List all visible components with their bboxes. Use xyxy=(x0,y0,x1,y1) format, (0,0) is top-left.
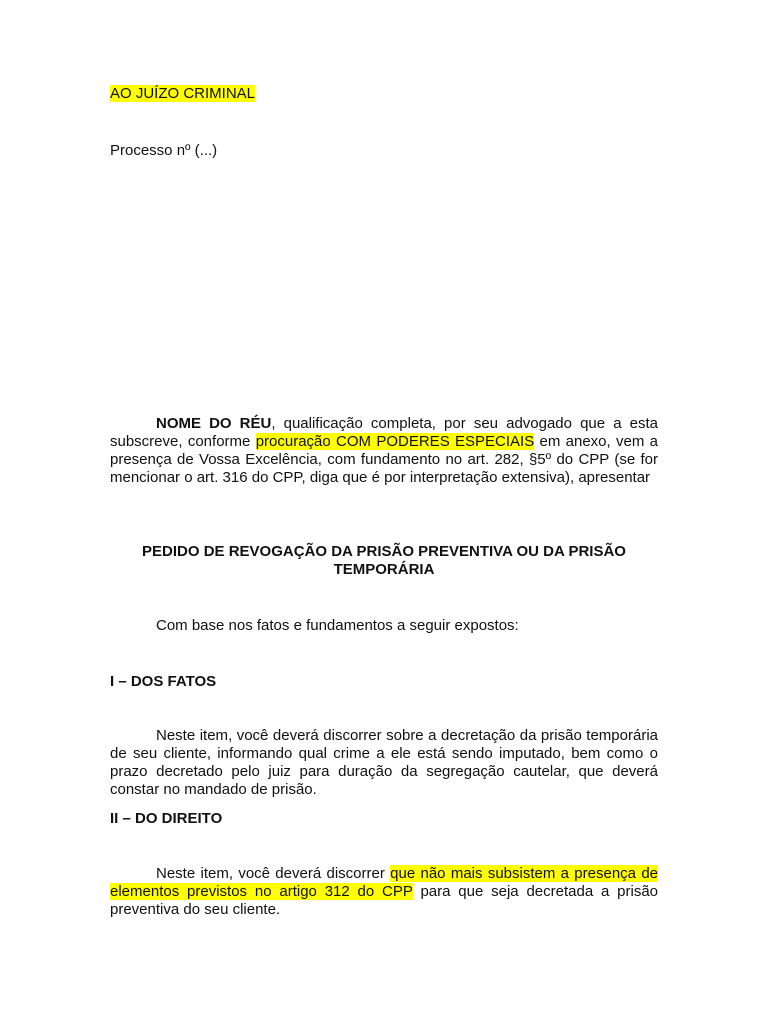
petition-title: PEDIDO DE REVOGAÇÃO DA PRISÃO PREVENTIVA OU DA PRISÃO TEMPORÁRIA xyxy=(142,543,626,578)
section-2-heading: II – DO DIREITO xyxy=(110,810,223,827)
highlight-power-of-attorney: procuração COM PODERES ESPECIAIS xyxy=(255,433,535,450)
section-2-text: Neste item, você deverá discorrer que não mais subsistem a presença de elementos previstos no artigo 312 do CPP para que seja decretada a prisão preventiva do seu cliente. xyxy=(110,865,659,918)
section-1-text: Neste item, você deverá discorrer sobre a decretação da prisão temporária de seu cliente, informando qual crime a ele está sendo imputado, bem como o prazo decretado pelo juiz para duração da segregação cautelar, que deverá constar no mandado de prisão. xyxy=(110,727,658,798)
basis-text: Com base nos fatos e fundamentos a seguir expostos: xyxy=(156,617,519,634)
highlight-art-312: que não mais subsistem a presença de elementos previstos no artigo 312 do CPP xyxy=(110,865,659,900)
addressee: AO JUÍZO CRIMINAL xyxy=(110,85,256,102)
intro-paragraph: NOME DO RÉU, qualificação completa, por seu advogado que a esta subscreve, conforme procuração COM PODERES ESPECIAIS em anexo, vem a presença de Vossa Excelência, com fundamento no art. 282, §5º do CPP (se for mencionar o art. 316 do CPP, diga que é por interpretação extensiva), apresentar xyxy=(110,415,658,486)
process-number: Processo nº (...) xyxy=(110,142,218,159)
defendant-name: NOME DO RÉU xyxy=(156,415,272,432)
section-1-heading: I – DOS FATOS xyxy=(110,673,217,690)
